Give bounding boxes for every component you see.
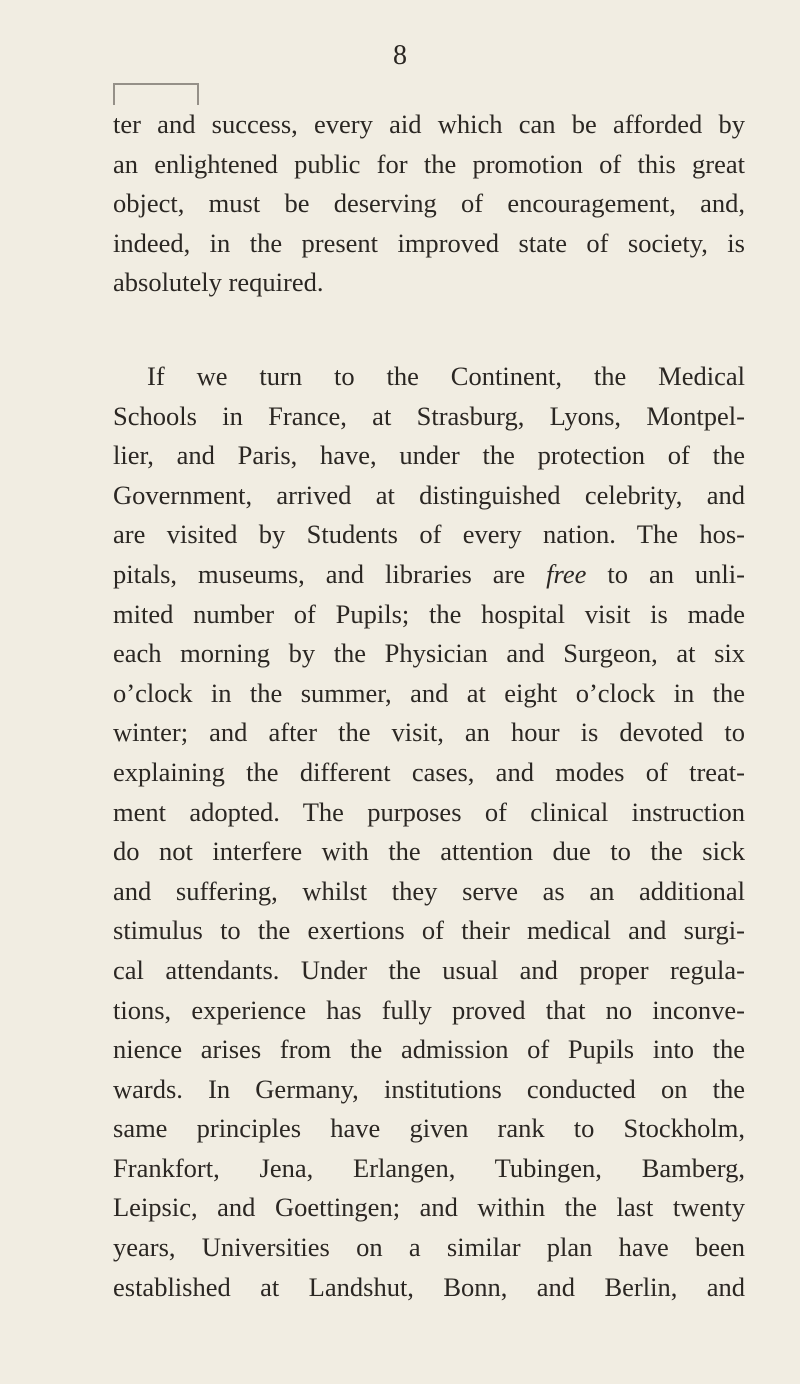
text-line: same principles have given rank to Stockholm, <box>113 1113 745 1144</box>
text-line: mited number of Pupils; the hospital visit is made <box>113 598 745 629</box>
text-line: nience arises from the admission of Pupils into the <box>113 1034 745 1065</box>
italic-word: free <box>546 558 587 589</box>
text-line: are visited by Students of every nation. The hos- <box>113 519 745 550</box>
text-line: o’clock in the summer, and at eight o’clock in the <box>113 677 745 708</box>
text-line: cal attendants. Under the usual and proper regula- <box>113 954 745 985</box>
text-line: wards. In Germany, institutions conducted on the <box>113 1073 745 1104</box>
text-fragment: to an unli- <box>586 558 745 589</box>
text-line: Frankfort, Jena, Erlangen, Tubingen, Bamberg, <box>113 1152 745 1183</box>
text-line: ment adopted. The purposes of clinical instruction <box>113 796 745 827</box>
text-line: an enlightened public for the promotion of this great <box>113 148 745 179</box>
text-line: lier, and Paris, have, under the protection of the <box>113 440 745 471</box>
text-line-with-italic <box>113 555 745 595</box>
printer-bracket-mark <box>113 83 199 105</box>
text-line: Schools in France, at Strasburg, Lyons, Montpel- <box>113 400 745 431</box>
text-line: and suffering, whilst they serve as an additional <box>113 875 745 906</box>
text-line: stimulus to the exertions of their medical and surgi- <box>113 915 745 946</box>
text-line: indeed, in the present improved state of society, is <box>113 227 745 258</box>
text-line: years, Universities on a similar plan have been <box>113 1232 745 1263</box>
text-line: winter; and after the visit, an hour is devoted to <box>113 717 745 748</box>
text-line: tions, experience has fully proved that no inconve- <box>113 994 745 1025</box>
text-line: each morning by the Physician and Surgeon, at six <box>113 638 745 669</box>
paragraph-1 <box>113 105 745 303</box>
text-fragment: pitals, museums, and libraries are <box>113 558 547 589</box>
text-line: explaining the different cases, and modes of treat- <box>113 756 745 787</box>
text-line: established at Landshut, Bonn, and Berlin, and <box>113 1271 745 1302</box>
paragraph-2 <box>113 357 745 1307</box>
text-line: absolutely required. <box>113 267 324 298</box>
text-line: Leipsic, and Goettingen; and within the last twenty <box>113 1192 745 1223</box>
text-line: do not interfere with the attention due to the sick <box>113 836 745 867</box>
page-number: 8 <box>393 40 407 71</box>
text-line: ter and success, every aid which can be afforded by <box>113 109 745 139</box>
text-line: object, must be deserving of encouragement, and, <box>113 188 745 219</box>
text-line: Government, arrived at distinguished celebrity, and <box>113 479 745 510</box>
text-line: If we turn to the Continent, the Medical <box>147 361 745 391</box>
